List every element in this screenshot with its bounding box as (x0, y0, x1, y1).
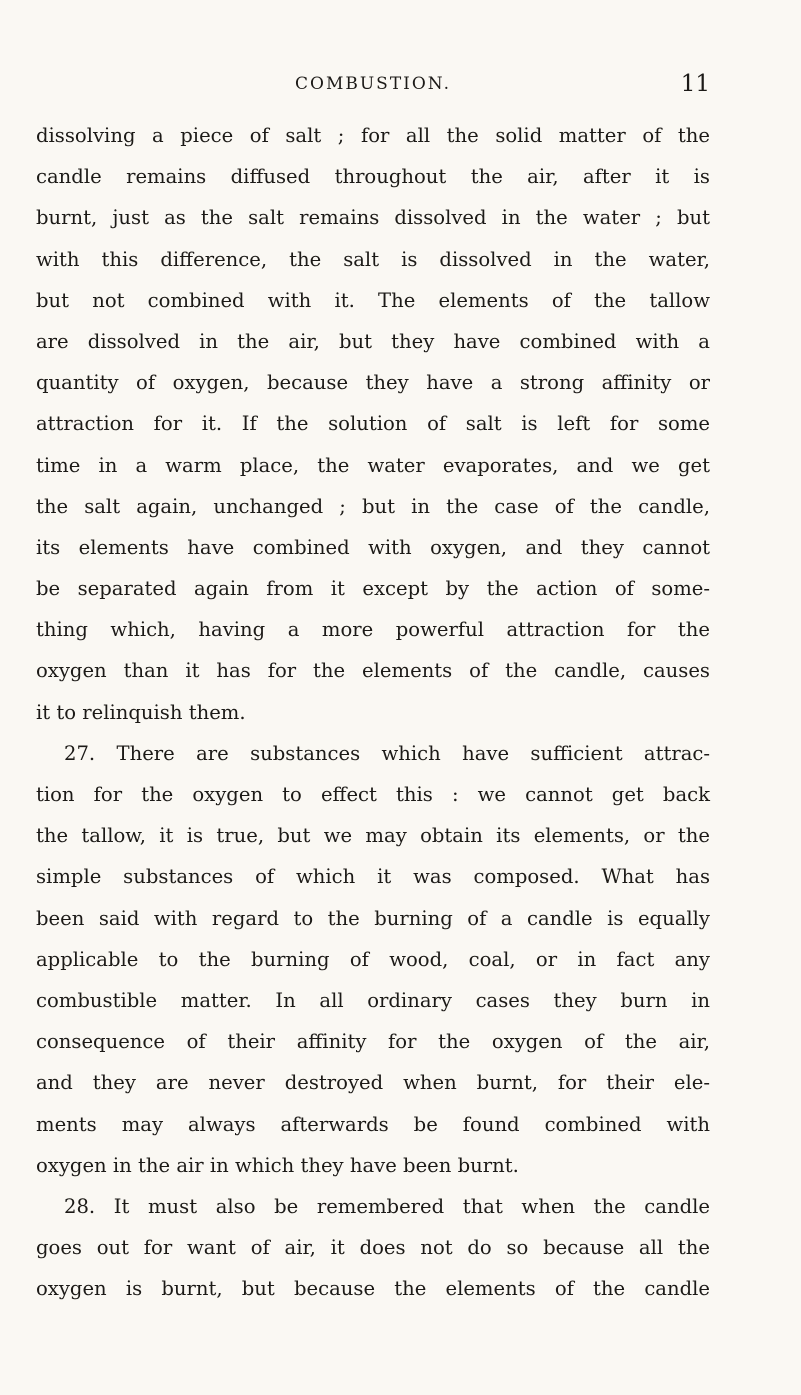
text-line: the tallow, it is true, but we may obtain its elements, or the (36, 824, 710, 848)
text-line: it to relinquish them. (36, 700, 246, 724)
text-line: oxygen in the air in which they have been burnt. (36, 1153, 519, 1177)
text-line: combustible matter. In all ordinary cases they burn in (36, 988, 710, 1012)
page-number: 11 (680, 71, 710, 97)
text-line: its elements have combined with oxygen, and they cannot (36, 535, 710, 559)
text-line: applicable to the burning of wood, coal, or in fact any (36, 947, 710, 971)
body-text (36, 115, 710, 1309)
text-line: thing which, having a more powerful attraction for the (36, 618, 710, 642)
text-line: consequence of their affinity for the oxygen of the air, (36, 1030, 710, 1054)
text-line: candle remains diffused throughout the air, after it is (36, 165, 710, 189)
text-line: time in a warm place, the water evaporates, and we get (36, 453, 710, 477)
paragraph-28-start: 28. It must also be remembered that when the candle (64, 1194, 710, 1218)
text-line: but not combined with it. The elements of the tallow (36, 288, 710, 312)
text-line: and they are never destroyed when burnt, for their ele- (36, 1071, 710, 1095)
text-line: dissolving a piece of salt ; for all the solid matter of the (36, 124, 710, 147)
text-line: be separated again from it except by the action of some- (36, 577, 710, 601)
text-line: burnt, just as the salt remains dissolved in the water ; but (36, 206, 710, 230)
running-head (36, 64, 710, 104)
text-line: oxygen than it has for the elements of the candle, causes (36, 659, 710, 683)
text-line: quantity of oxygen, because they have a strong affinity or (36, 371, 710, 395)
text-line: with this difference, the salt is dissolved in the water, (36, 247, 710, 271)
text-line: the salt again, unchanged ; but in the case of the candle, (36, 494, 710, 518)
text-line: ments may always afterwards be found combined with (36, 1112, 710, 1136)
text-line: been said with regard to the burning of a candle is equally (36, 906, 710, 930)
text-line: tion for the oxygen to effect this : we cannot get back (36, 783, 710, 806)
text-line: goes out for want of air, it does not do so because all the (36, 1236, 710, 1260)
text-line: are dissolved in the air, but they have combined with a (36, 329, 710, 353)
text-line: simple substances of which it was composed. What has (36, 865, 710, 889)
text-line: attraction for it. If the solution of salt is left for some (36, 412, 710, 436)
running-title: COMBUSTION. (295, 74, 451, 94)
paragraph-27-start: 27. There are substances which have sufficient attrac- (64, 741, 710, 765)
text-line: oxygen is burnt, but because the elements of the candle (36, 1277, 710, 1301)
